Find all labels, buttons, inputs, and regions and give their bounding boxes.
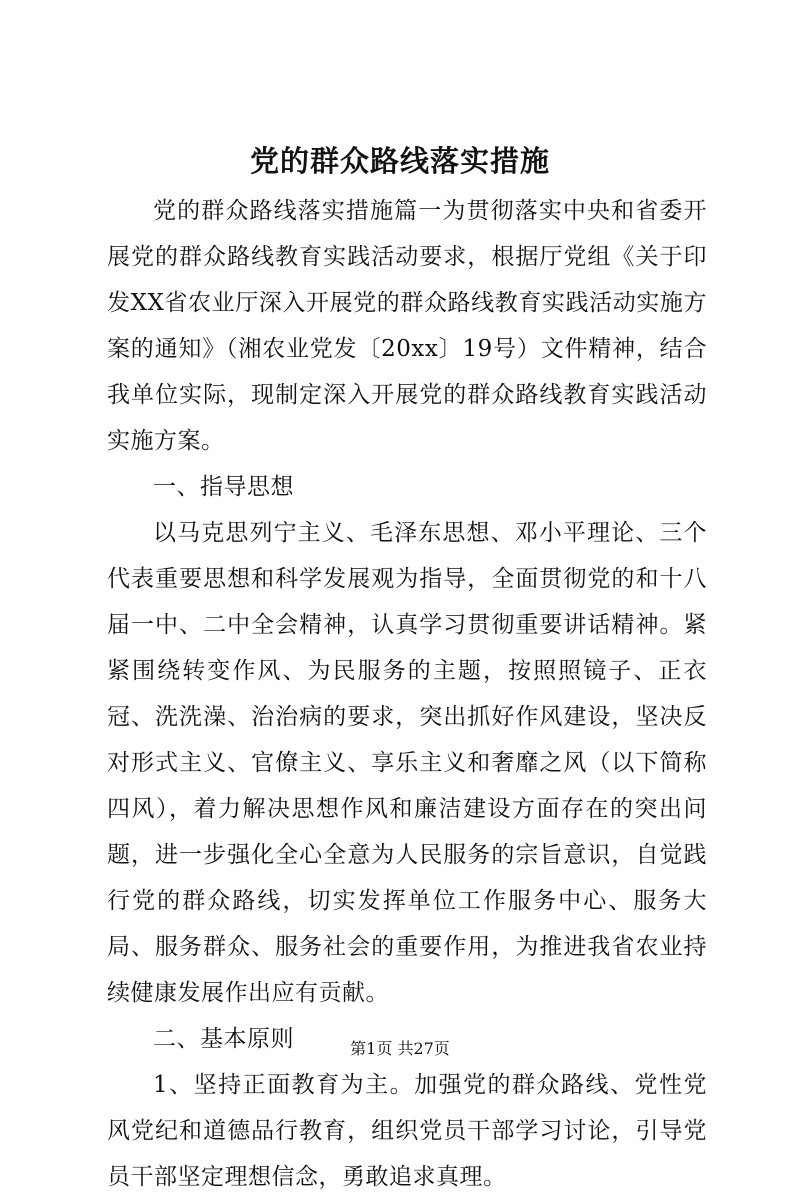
heading-basic-principles: 二、基本原则	[153, 1026, 294, 1052]
paragraph-guiding-ideology: 以马克思列宁主义、毛泽东思想、邓小平理论、三个代表重要思想和科学发展观为指导，全面贯彻党的和十八届一中、二中全会精神，认真学习贯彻重要讲话精神。紧紧围绕转变作风、为民服务的主题，按照照镜子、正衣冠、洗洗澡、治治病的要求，突出抓好作风建设，坚决反对形式主义、官僚主义、享乐主义和奢靡之风（以下简称四风），着力解决思想作风和廉洁建设方面存在的突出问题，进一步强化全心全意为人民服务的宗旨意识，自觉践行党的群众路线，切实发挥单位工作服务中心、服务大局、服务群众、服务社会的重要作用，为推进我省农业持续健康发展作出应有贡献。	[107, 520, 707, 1006]
page-number-footer: 第1页 共27页	[350, 1039, 450, 1058]
paragraph-principle-1: 1、坚持正面教育为主。加强党的群众路线、党性党风党纪和道德品行教育，组织党员干部学习讨论，引导党员干部坚定理想信念，勇敢追求真理。	[107, 1072, 707, 1190]
heading-guiding-ideology: 一、指导思想	[153, 474, 294, 500]
document-title: 党的群众路线落实措施	[249, 144, 550, 178]
paragraph-intro: 党的群众路线落实措施篇一为贯彻落实中央和省委开展党的群众路线教育实践活动要求，根据厅党组《关于印发XX省农业厅深入开展党的群众路线教育实践活动实施方案的通知》（湘农业党发〔20xx〕19号）文件精神，结合我单位实际，现制定深入开展党的群众路线教育实践活动实施方案。	[107, 198, 707, 454]
